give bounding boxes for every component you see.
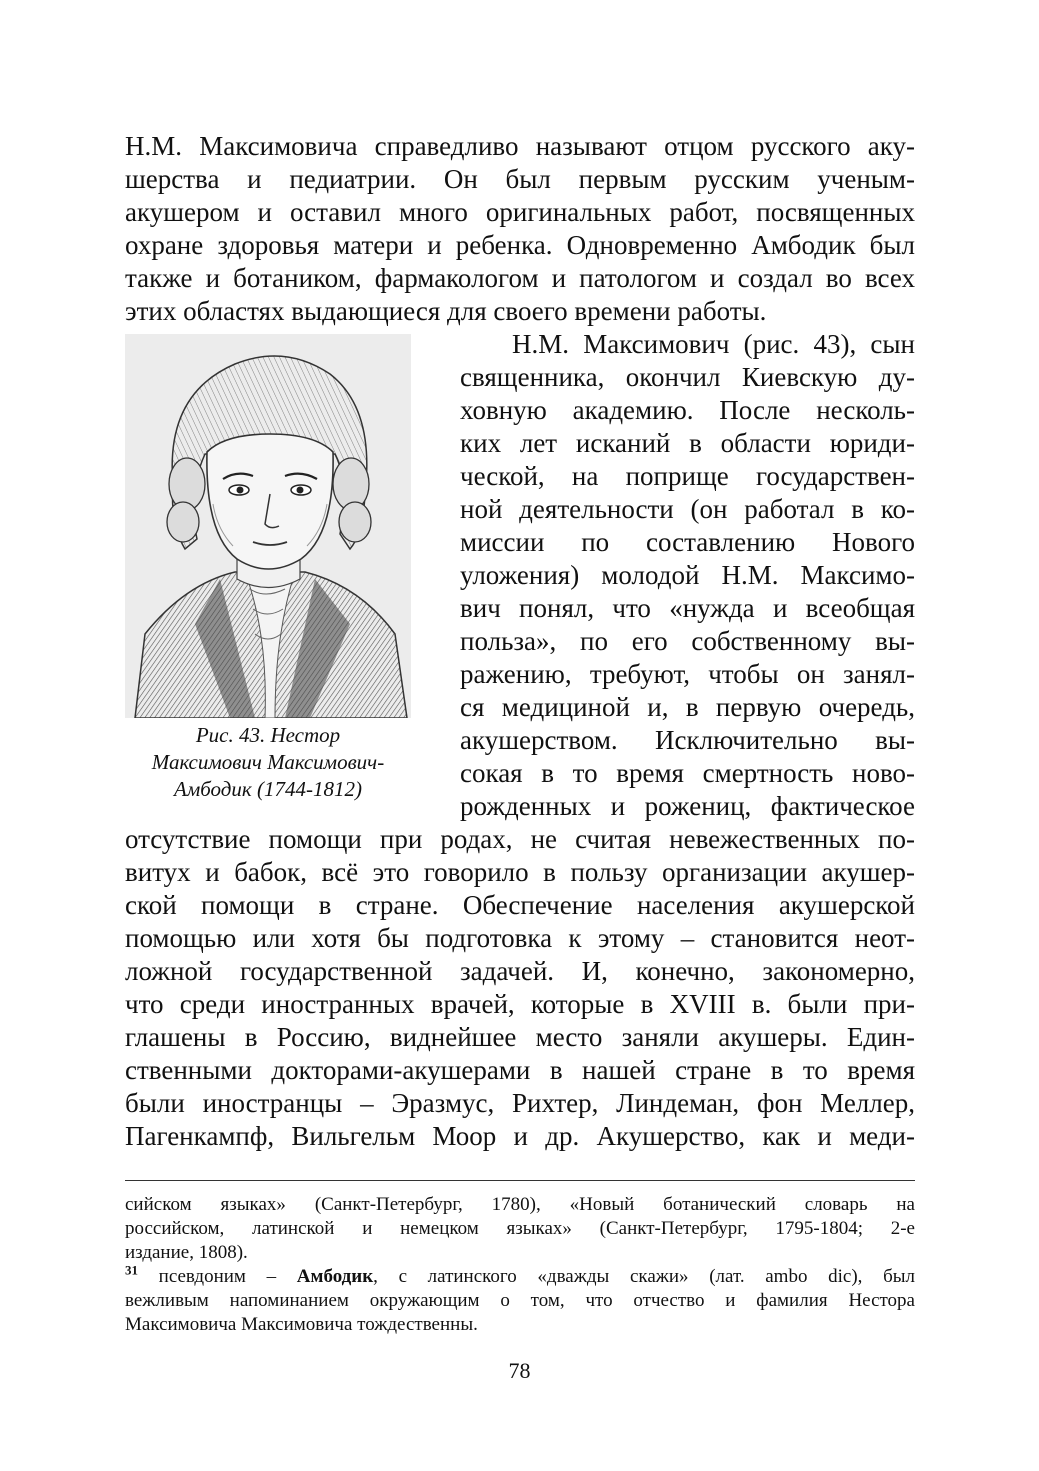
after-line-2: витух и бабок, всё это говорило в пользу организации акушер- xyxy=(125,857,915,887)
figure xyxy=(125,328,425,823)
footnote-divider xyxy=(125,1180,915,1181)
wrap-line-8: уложения) молодой Н.М. Максимо- xyxy=(460,560,915,590)
wrap-line-6: ной деятельности (он работал в ко- xyxy=(460,494,915,524)
wrap-line-4: ких лет исканий в области юриди- xyxy=(460,428,915,458)
caption-line-3: Амбодик (1744-1812) xyxy=(174,777,362,801)
intro-line-4: охране здоровья матери и ребенка. Одновременно Амбодик был xyxy=(125,230,915,260)
intro-line-6: этих областях выдающиеся для своего времени работы. xyxy=(125,296,767,326)
caption-line-2: Максимович Максимович- xyxy=(151,750,385,774)
wrap-line-12: ся медициной и, в первую очередь, xyxy=(460,692,915,722)
footnote-31-line-3: Максимовича Максимовича тождественны. xyxy=(125,1314,478,1335)
wrap-line-5: ческой, на поприще государствен- xyxy=(460,461,915,491)
footnote-31-text-start: псевдоним – xyxy=(138,1266,297,1287)
after-line-7: глашены в Россию, виднейшее место заняли акушеры. Един- xyxy=(125,1022,915,1052)
after-line-4: помощью или хотя бы подготовка к этому – становится неот- xyxy=(125,923,915,953)
main-text xyxy=(125,130,915,1153)
after-line-1: отсутствие помощи при родах, не считая невежественных по- xyxy=(125,824,915,854)
page-number: 78 xyxy=(508,1358,531,1383)
footnote-continued-line-1: сийском языках» (Санкт-Петербург, 1780), «Новый ботанический словарь на xyxy=(125,1194,915,1215)
wrap-text-column xyxy=(460,328,915,823)
wrap-line-14: сокая в то время смертность ново- xyxy=(460,758,915,788)
footnotes xyxy=(125,1193,915,1337)
after-line-3: ской помощи в стране. Обеспечение населения акушерской xyxy=(125,890,915,920)
wrap-line-7: миссии по составлению Нового xyxy=(460,527,915,557)
portrait-engraving xyxy=(125,334,411,718)
after-line-5: ложной государственной задачей. И, конечно, закономерно, xyxy=(125,956,915,986)
figure-caption xyxy=(125,722,411,803)
wrap-line-3: ховную академию. После несколь- xyxy=(460,395,915,425)
footnote-continued-line-3: издание, 1808). xyxy=(125,1242,248,1263)
intro-line-3: акушером и оставил много оригинальных работ, посвященных xyxy=(125,197,915,227)
intro-line-5: также и ботаником, фармакологом и патологом и создал во всех xyxy=(125,263,915,293)
after-line-8: ственными докторами-акушерами в нашей стране в то время xyxy=(125,1055,915,1085)
wrap-line-13: акушерством. Исключительно вы- xyxy=(460,725,915,755)
wrap-line-11: ражению, требуют, чтобы он занял- xyxy=(460,659,915,689)
footnote-31-text-rest: , с латинского «дважды скажи» (лат. ambo dic), был xyxy=(373,1266,915,1287)
wrap-line-15: рожденных и рожениц, фактическое xyxy=(460,791,915,821)
after-line-9: были иностранцы – Эразмус, Рихтер, Линдеман, фон Меллер, xyxy=(125,1088,915,1118)
footnote-31-term: Амбодик xyxy=(296,1266,374,1287)
figure-wrap-block xyxy=(125,328,915,823)
caption-line-1: Рис. 43. Нестор xyxy=(195,723,341,747)
after-line-6: что среди иностранных врачей, которые в XVIII в. были при- xyxy=(125,989,915,1019)
intro-line-1: Н.М. Максимовича справедливо называют отцом русского аку- xyxy=(125,131,915,161)
footnote-31-marker: 31 xyxy=(125,1265,138,1278)
wrap-line-9: вич понял, что «нужда и всеобщая xyxy=(460,593,915,623)
after-line-10: Пагенкампф, Вильгельм Моор и др. Акушерство, как и меди- xyxy=(125,1121,915,1151)
footnote-31-line-1 xyxy=(125,1265,915,1289)
intro-line-2: шерства и педиатрии. Он был первым русским ученым- xyxy=(125,164,915,194)
portrait-image xyxy=(125,334,411,718)
wrap-line-1: Н.М. Максимович (рис. 43), сын xyxy=(512,329,915,359)
footnote-31-line-2: вежливым напоминанием окружающим о том, что отчество и фамилия Нестора xyxy=(125,1290,915,1311)
footnote-continued-line-2: российском, латинской и немецком языках» (Санкт-Петербург, 1795-1804; 2-е xyxy=(125,1218,915,1239)
wrap-line-2: священника, окончил Киевскую ду- xyxy=(460,362,915,392)
wrap-line-10: польза», по его собственному вы- xyxy=(460,626,915,656)
